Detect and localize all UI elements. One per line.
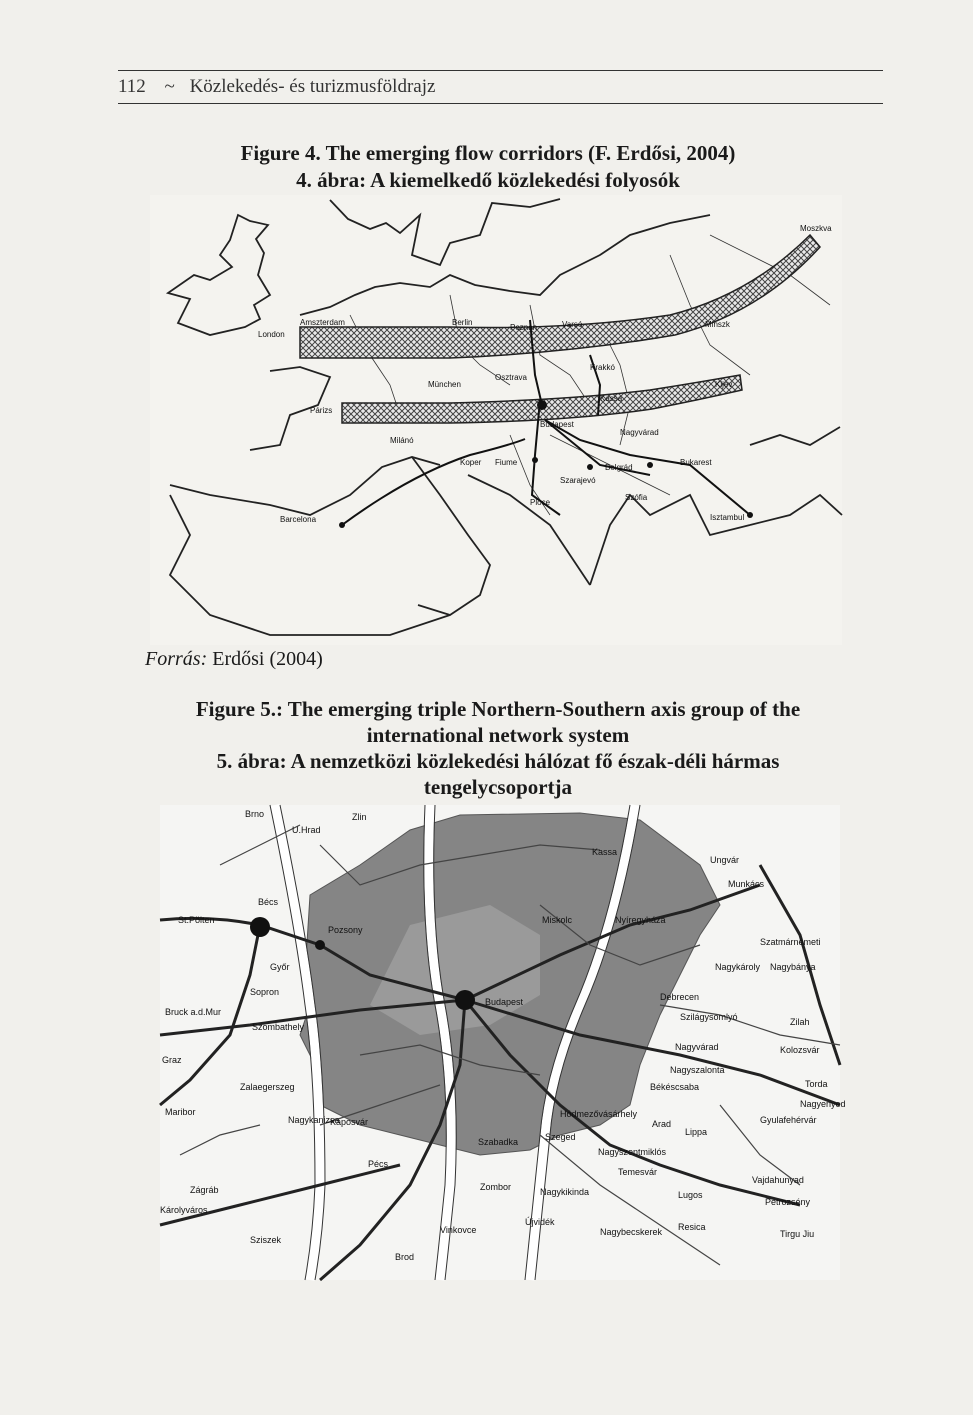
city-label-munkacs: Munkács	[728, 879, 765, 889]
city-label-bekescsaba: Békéscsaba	[650, 1082, 700, 1092]
city-label-zilah: Zilah	[790, 1017, 810, 1027]
city-label-nagybanya: Nagybánya	[770, 962, 816, 972]
city-label-krakko: Krakkó	[590, 363, 615, 372]
city-label-szilagysomlyo: Szilágysomlyó	[680, 1012, 738, 1022]
city-label-pozsony: Pozsony	[328, 925, 363, 935]
city-label-brno: Brno	[245, 809, 265, 819]
city-label-petrozseny: Petrozsény	[765, 1197, 811, 1207]
city-label-nagyszentmiklos: Nagyszentmiklós	[598, 1147, 667, 1157]
city-label-ploce: Ploce	[530, 498, 551, 507]
city-label-kassa: Kassa	[592, 847, 618, 857]
city-label-brod: Brod	[395, 1252, 415, 1262]
city-label-varso: Varsó	[562, 320, 583, 329]
city-label-amszterdam: Amszterdam	[300, 318, 345, 327]
city-label-stpolten: St.Pölten	[178, 915, 215, 925]
city-label-zagrab: Zágráb	[190, 1185, 219, 1195]
city-label-maribor: Maribor	[165, 1107, 196, 1117]
figure5-title-line1: Figure 5.: The emerging triple Northern-Southern axis group of the	[195, 697, 801, 721]
city-label-vinkovce: Vinkovce	[440, 1225, 477, 1235]
figure4-title-en: Figure 4. The emerging flow corridors (F. Erdősi, 2004)	[240, 141, 736, 165]
city-label-budapest: Budapest	[485, 997, 524, 1007]
city-label-hodmezovasarhely: Hódmezővásárhely	[560, 1109, 638, 1119]
city-label-szeged: Szeged	[545, 1132, 576, 1142]
city-label-lippa: Lippa	[685, 1127, 708, 1137]
city-label-nagybecskerek: Nagybecskerek	[600, 1227, 663, 1237]
city-label-munchen: München	[428, 380, 461, 389]
city-label-tirgujiu: Tirgu Jiu	[780, 1229, 815, 1239]
figure4-title-hu: 4. ábra: A kiemelkedő közlekedési folyosók	[296, 168, 680, 192]
city-label-nyiregyhaza: Nyíregyháza	[615, 915, 666, 925]
city-label-graz: Graz	[162, 1055, 182, 1065]
city-label-kolozsvar: Kolozsvár	[780, 1045, 820, 1055]
city-label-isztambul: Isztambul	[710, 513, 745, 522]
city-label-zalaegerszeg: Zalaegerszeg	[240, 1082, 295, 1092]
city-label-szatmarnemeti: Szatmárnémeti	[760, 937, 821, 947]
city-label-barcelona: Barcelona	[280, 515, 317, 524]
city-label-zombor: Zombor	[480, 1182, 512, 1192]
city-label-berlin: Berlin	[452, 318, 473, 327]
city-label-resica: Resica	[678, 1222, 706, 1232]
city-label-karolyvaros: Károlyváros	[160, 1205, 208, 1215]
city-label-budapest: Budapest	[540, 420, 574, 429]
city-label-koper: Koper	[460, 458, 482, 467]
page-number: 112	[118, 76, 146, 97]
city-label-gyulafehervar: Gyulafehérvár	[760, 1115, 817, 1125]
city-label-miskolc: Miskolc	[542, 915, 573, 925]
city-label-ungvar: Ungvár	[710, 855, 740, 865]
figure4-source	[145, 648, 323, 671]
city-label-nagyvarad: Nagyvárad	[675, 1042, 719, 1052]
city-label-moszkva: Moszkva	[800, 224, 832, 233]
figure5-axis-map	[160, 805, 846, 1280]
city-label-parizs: Párizs	[310, 406, 333, 415]
city-label-szarajevo: Szarajevó	[560, 476, 596, 485]
city-label-uhrad: U.Hrad	[292, 825, 321, 835]
city-label-nagyszalonta: Nagyszalonta	[670, 1065, 725, 1075]
city-label-poznan: Poznan	[510, 323, 538, 332]
city-label-becs: Bécs	[258, 897, 279, 907]
city-label-temesvar: Temesvár	[618, 1167, 658, 1177]
city-label-debrecen: Debrecen	[660, 992, 700, 1002]
city-label-szabadka: Szabadka	[478, 1137, 519, 1147]
city-label-torda: Torda	[805, 1079, 828, 1089]
city-label-sziszek: Sziszek	[250, 1235, 282, 1245]
figure4-corridor-map	[150, 195, 842, 645]
running-title: Közlekedés- és turizmusföldrajz	[189, 76, 436, 97]
city-label-nagykanizsa: Nagykanizsa	[288, 1115, 340, 1125]
city-label-london: London	[258, 330, 285, 339]
header-separator: ~	[164, 76, 175, 97]
running-header	[118, 70, 883, 104]
figure5-title-line4: tengelycsoportja	[423, 775, 573, 799]
city-label-bukarest: Bukarest	[680, 458, 712, 467]
source-text: Erdősi (2004)	[212, 648, 323, 670]
city-label-bruck: Bruck a.d.Mur	[165, 1007, 222, 1017]
city-label-kaposvar: Kaposvár	[330, 1117, 369, 1127]
city-label-zlin: Zlin	[352, 812, 367, 822]
figure5-title-line2: international network system	[366, 723, 630, 747]
city-label-fiume: Fiume	[495, 458, 518, 467]
city-label-ujvidek: Újvidék	[525, 1217, 555, 1227]
city-label-lugos: Lugos	[678, 1190, 703, 1200]
city-label-szombathely: Szombathely	[252, 1022, 305, 1032]
city-label-minszk: Minszk	[705, 320, 730, 329]
city-label-nagykaroly: Nagykároly	[715, 962, 761, 972]
city-label-nagyenyed: Nagyenyed	[800, 1099, 846, 1109]
source-label: Forrás:	[145, 648, 208, 670]
city-label-milano: Milánó	[390, 436, 414, 445]
city-label-nagyvarad: Nagyvárad	[620, 428, 659, 437]
city-label-sopron: Sopron	[250, 987, 280, 997]
city-label-vajdahunyad: Vajdahunyad	[752, 1175, 804, 1185]
city-label-belgrad: Belgrád	[605, 463, 633, 472]
figure5-title-line3: 5. ábra: A nemzetközi közlekedési hálózat fő észak-déli hármas	[216, 749, 780, 773]
city-label-szofia: Szófia	[625, 493, 648, 502]
city-label-kassa: Kassa	[600, 394, 623, 403]
city-label-kijev: Kijev	[715, 380, 733, 389]
city-label-pecs: Pécs	[368, 1159, 389, 1169]
city-label-osztrava: Osztrava	[495, 373, 528, 382]
city-label-gyor: Győr	[270, 962, 290, 972]
city-label-nagykikinda: Nagykikinda	[540, 1187, 590, 1197]
city-label-arad: Arad	[652, 1119, 672, 1129]
